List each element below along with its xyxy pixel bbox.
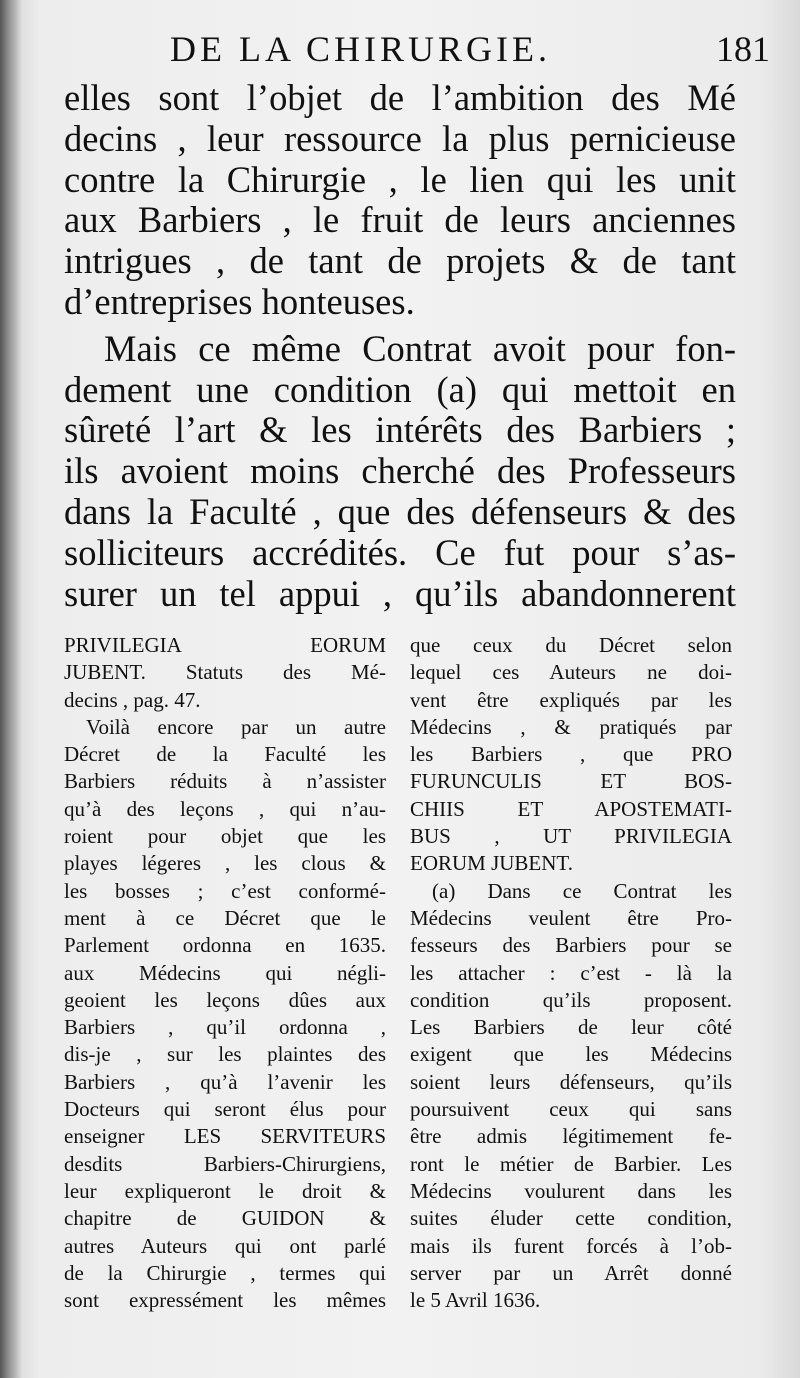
footnote-line: sont expressément les mêmes [64, 1288, 386, 1313]
main-text-line: d’entreprises honteuses. [64, 280, 415, 322]
main-text-line: solliciteurs accrédités. Ce fut pour s’as- [64, 531, 736, 573]
footnote-line: server par un Arrêt donné [410, 1260, 732, 1285]
footnote-line: exigent que les Médecins [410, 1042, 732, 1067]
footnote-line: qu’à des leçons , qui n’au- [64, 796, 386, 821]
footnote-line: Parlement ordonna en 1635. [64, 933, 386, 958]
footnote-line: Barbiers réduits à n’assister [64, 769, 386, 794]
footnote-line: Les Barbiers de leur côté [410, 1015, 732, 1040]
footnote-line: Médecins veulent être Pro- [410, 905, 732, 930]
main-text-line: dans la Faculté , que des défenseurs & des [64, 490, 736, 532]
footnote-line: que ceux du Décret selon [410, 633, 732, 657]
footnote-line: les attacher : c’est - là la [410, 960, 732, 985]
footnotes [64, 632, 740, 1322]
footnote-line: chapitre de GUIDON & [64, 1206, 386, 1231]
footnote-line: Docteurs qui seront élus pour [64, 1097, 386, 1122]
main-text-line: aux Barbiers , le fruit de leurs anciennes [64, 199, 736, 241]
page-number: 181 [716, 29, 770, 69]
main-text-line: intrigues , de tant de projets & de tant [64, 240, 736, 282]
footnote-line: condition qu’ils proposent. [410, 987, 732, 1012]
footnote-line: ront le métier de Barbier. Les [410, 1151, 732, 1176]
footnote-column-left [64, 632, 386, 1314]
main-text-line: dement une condition (a) qui mettoit en [64, 368, 736, 410]
main-text-line: elles sont l’objet de l’ambition des Mé [64, 77, 736, 118]
main-text-line: contre la Chirurgie , le lien qui les unit [64, 158, 736, 200]
footnote-line: enseigner LES SERVITEURS [64, 1124, 386, 1149]
main-text-line: Mais ce même Contrat avoit pour fon- [104, 327, 736, 369]
footnote-line: les bosses ; c’est conformé- [64, 878, 386, 903]
footnote-line: fesseurs des Barbiers pour se [410, 933, 732, 958]
main-text-line: ils avoient moins cherché des Professeurs [64, 450, 736, 492]
footnote-line: vent être expliqués par les [410, 687, 732, 712]
footnote-line: soient leurs défenseurs, qu’ils [410, 1069, 732, 1094]
footnote-line: de la Chirurgie , termes qui [64, 1260, 386, 1285]
page-gutter-shadow [0, 0, 22, 1378]
footnote-line: Décret de la Faculté les [64, 742, 386, 767]
footnote-line: FURUNCULIS ET BOS- [410, 769, 732, 794]
footnote-line: Voilà encore par un autre [86, 714, 386, 739]
footnote-line: Médecins , & pratiqués par [410, 714, 732, 739]
footnote-line: lequel ces Auteurs ne doi- [410, 660, 732, 685]
footnote-column-right [410, 632, 732, 1314]
footnote-line: EORUM JUBENT. [410, 851, 573, 876]
footnote-line: CHIIS ET APOSTEMATI- [410, 796, 732, 821]
main-text-line: sûreté l’art & les intérêts des Barbiers ; [64, 409, 736, 451]
footnote-line: desdits Barbiers-Chirurgiens, [64, 1151, 386, 1176]
footnote-line: ment à ce Décret que le [64, 905, 386, 930]
footnote-line: les Barbiers , que PRO [410, 742, 732, 767]
footnote-line: Barbiers , qu’il ordonna , [64, 1015, 386, 1040]
footnote-line: suites éluder cette condition, [410, 1206, 732, 1231]
main-text-line: surer un tel appui , qu’ils abandonnerent [64, 572, 736, 614]
footnote-line: le 5 Avril 1636. [410, 1288, 541, 1313]
footnote-line: autres Auteurs qui ont parlé [64, 1233, 386, 1258]
main-text-line: decins , leur ressource la plus pernicieuse [64, 117, 736, 159]
page-header [170, 28, 770, 82]
footnote-line: être admis légitimement fe- [410, 1124, 732, 1149]
footnote-line: JUBENT. Statuts des Mé- [64, 660, 386, 685]
footnote-line: decins , pag. 47. [64, 687, 201, 712]
footnote-line: BUS , UT PRIVILEGIA [410, 824, 732, 849]
footnote-line: playes légeres , les clous & [64, 851, 386, 876]
footnote-line: dis-je , sur les plaintes des [64, 1042, 386, 1067]
footnote-line: geoient les leçons dûes aux [64, 987, 386, 1012]
footnote-line: leur expliqueront le droit & [64, 1178, 386, 1203]
running-title: DE LA CHIRURGIE. [170, 29, 551, 69]
footnote-line: Médecins voulurent dans les [410, 1178, 732, 1203]
footnote-line: poursuivent ceux qui sans [410, 1097, 732, 1122]
footnote-line: aux Médecins qui négli- [64, 960, 386, 985]
footnote-line: Barbiers , qu’à l’avenir les [64, 1069, 386, 1094]
footnote-line: PRIVILEGIA EORUM [64, 633, 386, 657]
main-text-block [64, 78, 736, 614]
footnote-line: mais ils furent forcés à l’ob- [410, 1233, 732, 1258]
footnote-line: (a) Dans ce Contrat les [432, 878, 732, 903]
footnote-line: roient pour objet que les [64, 824, 386, 849]
